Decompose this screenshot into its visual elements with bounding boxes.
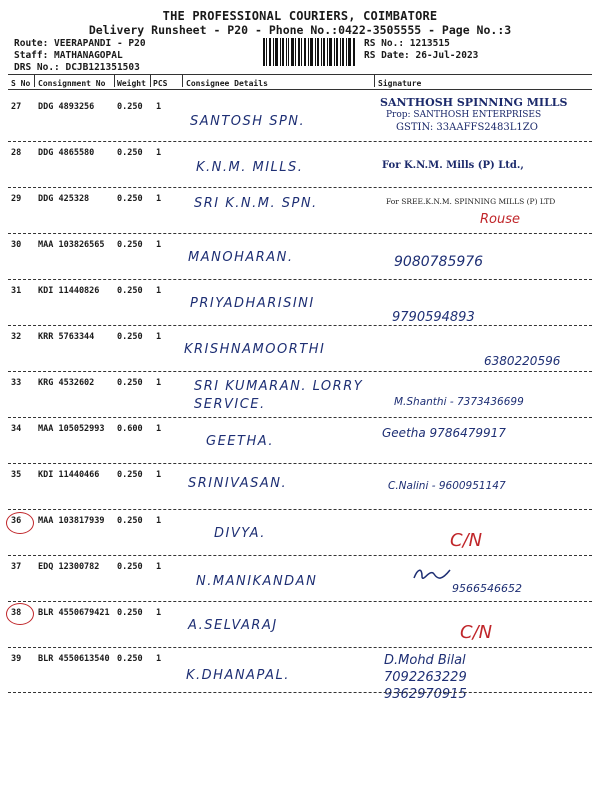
col-divider: [34, 75, 35, 87]
row-signature: C.Nalini - 9600951147: [388, 480, 506, 492]
row-consignment: BLR 4550613540: [38, 654, 110, 664]
company-stamp: SANTHOSH SPINNING MILLS: [380, 96, 568, 109]
row-consignee: PRIYADHARISINI: [190, 296, 315, 311]
row-sno: 32: [11, 332, 22, 342]
row-consignment: KRG 4532602: [38, 378, 95, 388]
row-weight: 0.250: [117, 194, 143, 204]
row-signature: M.Shanthi - 7373436699: [394, 396, 524, 408]
row-weight: 0.250: [117, 562, 143, 572]
table-row: [0, 372, 600, 418]
table-row: [0, 280, 600, 326]
row-signature: 6380220596: [484, 354, 561, 368]
row-sno: 35: [11, 470, 22, 480]
row-weight: 0.250: [117, 148, 143, 158]
row-pcs: 1: [156, 654, 162, 664]
col-consignee: Consignee Details: [186, 79, 268, 88]
row-consignee: MANOHARAN.: [188, 250, 294, 265]
row-consignee: N.MANIKANDAN: [196, 574, 318, 589]
row-sno: 39: [11, 654, 22, 664]
row-sno: 36: [11, 516, 22, 526]
row-signature: C/N: [450, 530, 483, 551]
row-weight: 0.600: [117, 424, 143, 434]
row-consignment: DDG 425328: [38, 194, 90, 204]
row-pcs: 1: [156, 378, 162, 388]
table-row: [0, 602, 600, 648]
row-pcs: 1: [156, 332, 162, 342]
company-stamp: For K.N.M. Mills (P) Ltd.,: [382, 160, 524, 171]
col-signature: Signature: [378, 79, 422, 88]
row-weight: 0.250: [117, 286, 143, 296]
row-weight: 0.250: [117, 240, 143, 250]
header-top-rule: [8, 74, 592, 75]
row-consignment: EDQ 12300782: [38, 562, 100, 572]
row-weight: 0.250: [117, 378, 143, 388]
table-row: [0, 188, 600, 234]
col-divider: [150, 75, 151, 87]
row-consignee: SRINIVASAN.: [188, 476, 288, 491]
row-signature: 9080785976: [394, 254, 484, 270]
row-weight: 0.250: [117, 332, 143, 342]
row-consignment: MAA 103826565: [38, 240, 105, 250]
row-sno: 37: [11, 562, 22, 572]
row-sno: 30: [11, 240, 22, 250]
row-sno: 31: [11, 286, 22, 296]
row-weight: 0.250: [117, 470, 143, 480]
drs-number: DRS No.: DCJB121351503: [14, 62, 140, 73]
row-pcs: 1: [156, 286, 162, 296]
row-consignee: SRI K.N.M. SPN.: [194, 196, 318, 211]
row-signature: Rouse: [480, 212, 520, 227]
row-pcs: 1: [156, 148, 162, 158]
row-weight: 0.250: [117, 516, 143, 526]
col-pcs: PCS: [153, 79, 168, 88]
red-circle-mark: [6, 603, 34, 625]
staff-label: Staff: MATHANAGOPAL: [14, 50, 123, 61]
row-pcs: 1: [156, 194, 162, 204]
company-stamp: GSTIN: 33AAFFS2483L1ZO: [396, 122, 538, 133]
row-signature: 9566546652: [452, 582, 522, 595]
row-consignee: A.SELVARAJ: [188, 618, 278, 633]
row-pcs: 1: [156, 424, 162, 434]
row-consignment: DDG 4865580: [38, 148, 95, 158]
row-pcs: 1: [156, 102, 162, 112]
row-sno: 28: [11, 148, 22, 158]
row-divider: [8, 692, 592, 693]
row-sno: 27: [11, 102, 22, 112]
runsheet-title: Delivery Runsheet - P20 - Phone No.:0422-3505555 - Page No.:3: [88, 23, 512, 37]
row-weight: 0.250: [117, 654, 143, 664]
table-row: [0, 510, 600, 556]
row-pcs: 1: [156, 470, 162, 480]
table-row: [0, 556, 600, 602]
row-sno: 29: [11, 194, 22, 204]
row-sno: 34: [11, 424, 22, 434]
row-consignee: K.DHANAPAL.: [186, 668, 290, 683]
red-circle-mark: [6, 512, 34, 534]
col-divider: [114, 75, 115, 87]
signature-scribble: [412, 566, 452, 585]
header-bottom-rule: [8, 89, 592, 90]
row-consignment: BLR 4550679421: [38, 608, 110, 618]
col-consignment: Consignment No: [38, 79, 106, 88]
col-divider: [182, 75, 183, 87]
row-consignment: MAA 103817939: [38, 516, 105, 526]
row-pcs: 1: [156, 562, 162, 572]
table-row: [0, 464, 600, 510]
rs-number: RS No.: 1213515: [364, 38, 450, 49]
row-consignee: GEETHA.: [206, 434, 274, 449]
signature-scribble-icon: [412, 566, 452, 582]
row-consignee: K.N.M. MILLS.: [196, 160, 304, 175]
row-consignment: KDI 11440826: [38, 286, 100, 296]
table-row: [0, 96, 600, 142]
row-pcs: 1: [156, 240, 162, 250]
col-sno: S No: [11, 79, 31, 88]
row-weight: 0.250: [117, 608, 143, 618]
row-pcs: 1: [156, 608, 162, 618]
company-stamp: For SREE.K.N.M. SPINNING MILLS (P) LTD: [386, 197, 556, 206]
table-row: [0, 648, 600, 702]
row-pcs: 1: [156, 516, 162, 526]
barcode-image: [263, 38, 355, 66]
row-weight: 0.250: [117, 102, 143, 112]
route-label: Route: VEERAPANDI - P20: [14, 38, 146, 49]
row-consignee: DIVYA.: [214, 526, 266, 541]
table-row: [0, 326, 600, 372]
row-consignee: KRISHNAMOORTHI: [184, 342, 326, 357]
row-consignee: SANTOSH SPN.: [190, 114, 306, 129]
table-row: [0, 142, 600, 188]
company-title: THE PROFESSIONAL COURIERS, COIMBATORE: [162, 9, 438, 23]
row-signature: D.Mohd Bilal 7092263229 9362970915: [384, 653, 467, 702]
row-signature: Geetha 9786479917: [382, 426, 506, 440]
row-consignment: KRR 5763344: [38, 332, 95, 342]
row-consignment: KDI 11440466: [38, 470, 100, 480]
row-consignee: SRI KUMARAN. LORRY SERVICE.: [194, 379, 364, 412]
row-consignment: MAA 105052993: [38, 424, 105, 434]
table-row: [0, 418, 600, 464]
row-signature: 9790594893: [392, 310, 475, 325]
row-sno: 33: [11, 378, 22, 388]
company-stamp: Prop: SANTHOSH ENTERPRISES: [386, 110, 542, 120]
row-signature: C/N: [460, 622, 493, 643]
row-sno: 38: [11, 608, 22, 618]
row-consignment: DDG 4893256: [38, 102, 95, 112]
rs-date: RS Date: 26-Jul-2023: [364, 50, 479, 61]
table-row: [0, 234, 600, 280]
col-weight: Weight: [117, 79, 146, 88]
col-divider: [374, 75, 375, 87]
